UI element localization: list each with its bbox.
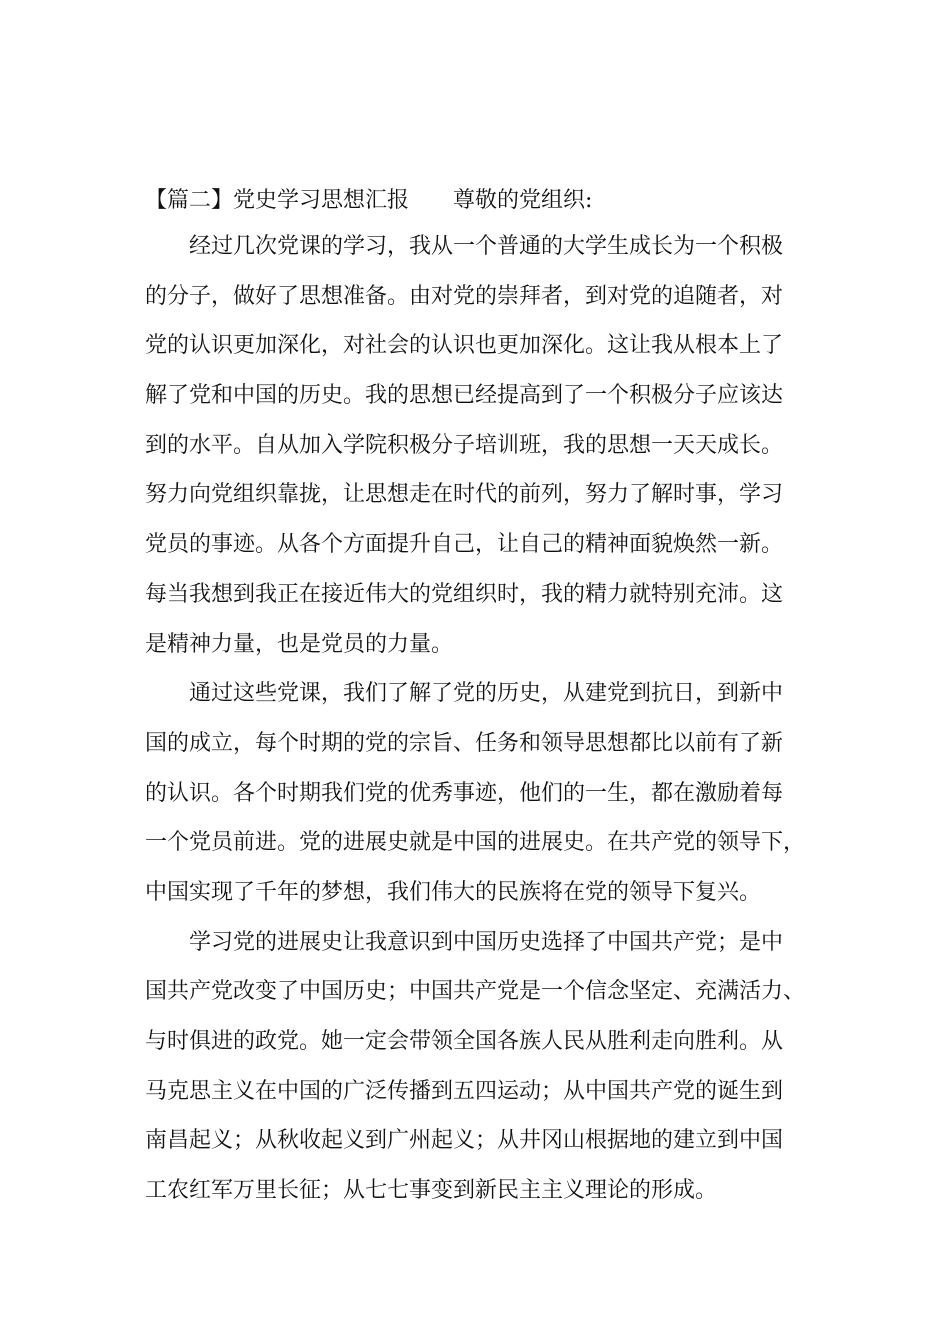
paragraph-3 — [145, 918, 815, 1216]
paragraph-line: 每当我想到我正在接近伟大的党组织时，我的精力就特别充沛。这 — [145, 581, 784, 607]
paragraph-line: 中国实现了千年的梦想，我们伟大的民族将在党的领导下复兴。 — [145, 879, 762, 905]
paragraph-line: 工农红军万里长征；从七七事变到新民主主义理论的形成。 — [145, 1178, 718, 1204]
paragraph-line: 到的水平。自从加入学院积极分子培训班，我的思想一天天成长。 — [145, 432, 784, 458]
document-body — [145, 180, 815, 1216]
paragraph-line: 南昌起义；从秋收起义到广州起义；从井冈山根据地的建立到中国 — [145, 1128, 784, 1154]
paragraph-line: 是精神力量，也是党员的力量。 — [145, 631, 454, 657]
paragraph-line: 的分子，做好了思想准备。由对党的崇拜者，到对党的追随者，对 — [145, 283, 784, 309]
paragraph-line: 国共产党改变了中国历史；中国共产党是一个信念坚定、充满活力、 — [145, 979, 806, 1005]
paragraph-line: 马克思主义在中国的广泛传播到五四运动；从中国共产党的诞生到 — [145, 1078, 784, 1104]
paragraph-1 — [145, 222, 815, 669]
paragraph-line: 一个党员前进。党的进展史就是中国的进展史。在共产党的领导下， — [145, 830, 806, 856]
paragraph-line: 解了党和中国的历史。我的思想已经提高到了一个积极分子应该达 — [145, 383, 784, 409]
paragraph-line: 国的成立，每个时期的党的宗旨、任务和领导思想都比以前有了新 — [145, 730, 784, 756]
paragraph-line: 通过这些党课，我们了解了党的历史，从建党到抗日，到新中 — [189, 681, 784, 707]
paragraph-line: 与时俱进的政党。她一定会带领全国各族人民从胜利走向胜利。从 — [145, 1029, 784, 1054]
paragraph-2 — [145, 669, 815, 917]
paragraph-line: 经过几次党课的学习，我从一个普通的大学生成长为一个积极 — [189, 234, 784, 259]
document-title: 【篇二】党史学习思想汇报 — [145, 188, 410, 213]
salutation: 尊敬的党组织: — [453, 188, 593, 213]
paragraph-line: 党员的事迹。从各个方面提升自己，让自己的精神面貌焕然一新。 — [145, 532, 784, 558]
paragraph-line: 学习党的进展史让我意识到中国历史选择了中国共产党；是中 — [189, 929, 784, 955]
heading-line — [145, 180, 815, 222]
paragraph-line: 党的认识更加深化，对社会的认识也更加深化。这让我从根本上了 — [145, 333, 784, 359]
paragraph-line: 努力向党组织靠拢，让思想走在时代的前列，努力了解时事，学习 — [145, 482, 784, 508]
paragraph-line: 的认识。各个时期我们党的优秀事迹，他们的一生，都在激励着每 — [145, 780, 784, 806]
